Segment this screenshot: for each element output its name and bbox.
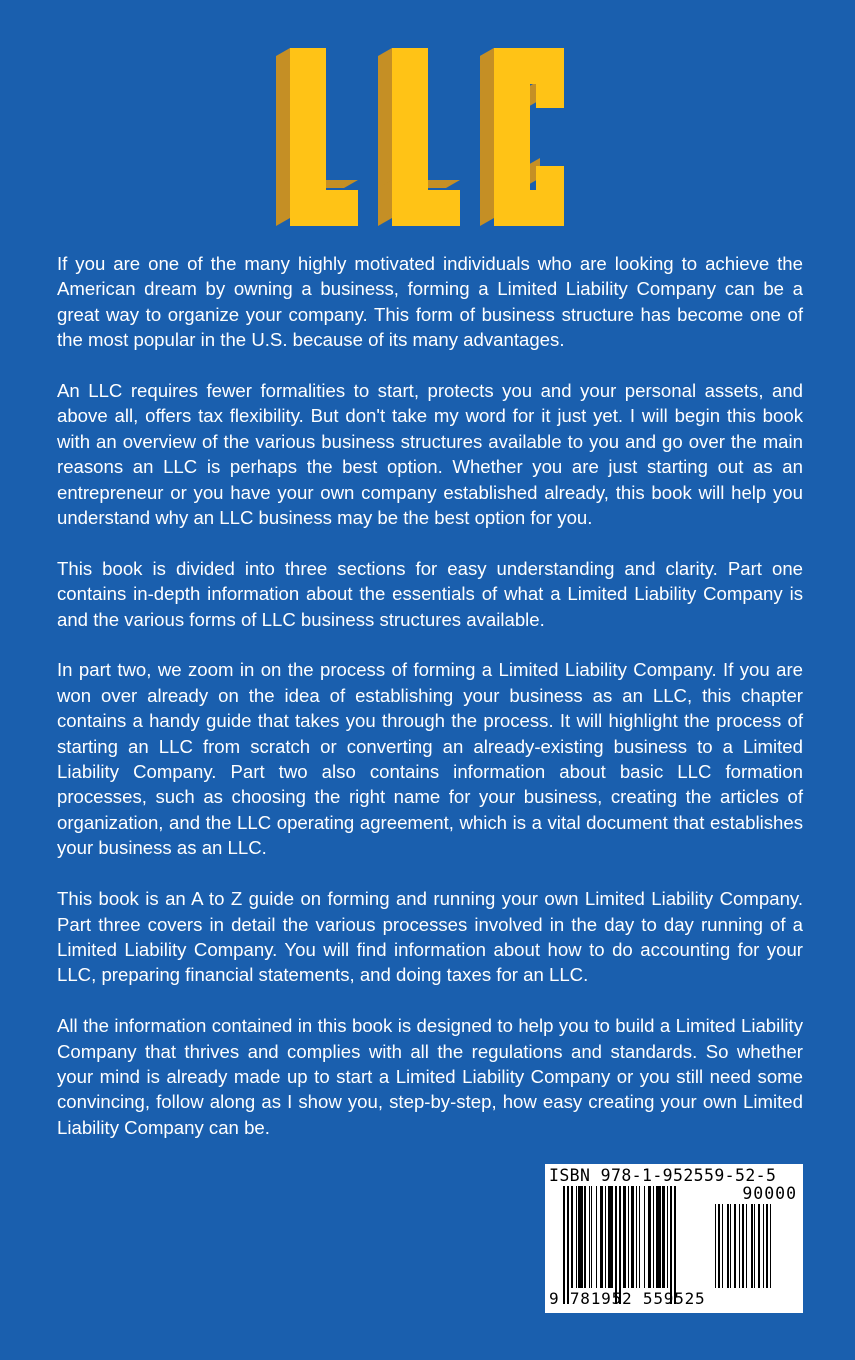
llc-logo	[268, 38, 588, 238]
logo-face	[290, 48, 564, 226]
barcode-bar	[611, 1186, 613, 1288]
blurb-paragraph: In part two, we zoom in on the process of forming a Limited Liability Company. If you are won over already on the idea of establishing your business as an LLC, this chapter contains a handy guide that takes you through the process. It will highlight the process of starting an LLC from scratch or converting an already-existing business to a Limited Liability Company. Part two also contains information about basic LLC formation processes, such as choosing the right name for your business, creating the articles of organization, and the LLC operating agreement, which is a vital document that establishes your business as an LLC.	[57, 659, 803, 859]
barcode-bar	[608, 1186, 611, 1288]
blurb-paragraph: All the information contained in this book is designed to help you to build a Limited Liability Company that thrives and complies with all the regulations and standards. So whether your mind is already made up to start a Limited Liability Company or you still need some convincing, follow along as I show you, step-by-step, how easy creating your own Limited Liability Company can be.	[57, 1015, 803, 1138]
barcode-bar	[653, 1186, 654, 1288]
barcode-bar	[571, 1186, 573, 1288]
barcode-bar	[584, 1186, 586, 1288]
barcode-bar	[578, 1186, 581, 1288]
barcode-bar	[631, 1186, 634, 1288]
barcode-bar	[563, 1186, 565, 1304]
barcode-bar	[656, 1186, 659, 1288]
barcode-bar	[596, 1186, 597, 1288]
barcode-bar	[644, 1186, 645, 1288]
barcode-bar	[648, 1186, 651, 1288]
barcode-bar	[605, 1186, 606, 1288]
book-title	[0, 38, 855, 238]
back-cover-blurb	[57, 251, 803, 1166]
barcode-bar	[636, 1186, 637, 1288]
barcode-bar	[662, 1186, 665, 1288]
barcode-bar	[576, 1186, 577, 1288]
barcode-bar	[589, 1186, 590, 1288]
isbn-barcode	[545, 1164, 803, 1313]
blurb-paragraph: An LLC requires fewer formalities to start, protects you and your personal assets, and above all, offers tax flexibility. But don't take my word for it just yet. I will begin this book with an overview of the various business structures available to you and go over the main reasons an LLC is perhaps the best option. Whether you are just starting out as an entrepreneur or you have your own company established already, this book will help you understand why an LLC business may be the best option for you.	[57, 380, 803, 529]
barcode-bar	[715, 1204, 716, 1288]
barcode-bar	[628, 1186, 629, 1288]
barcode-bar	[615, 1186, 617, 1304]
barcode-bar	[674, 1186, 676, 1304]
barcode-bar	[763, 1204, 764, 1288]
barcode-bar	[600, 1186, 603, 1288]
barcode-bar	[619, 1186, 621, 1304]
barcode-bar	[591, 1186, 592, 1288]
price-code: 90000	[742, 1184, 797, 1203]
barcode-bar	[670, 1186, 672, 1304]
barcode-bar	[722, 1204, 723, 1288]
barcode-bar	[739, 1204, 740, 1288]
barcode-bar	[754, 1204, 755, 1288]
barcode-bar	[567, 1186, 569, 1304]
barcode-bar	[758, 1204, 760, 1288]
isbn-label: ISBN 978-1-952559-52-5	[549, 1166, 777, 1185]
blurb-paragraph: This book is divided into three sections for easy understanding and clarity. Part one contains in-depth information about the essentials of what a Limited Liability Company is and the various forms of LLC business structures available.	[57, 557, 803, 630]
barcode-bar	[770, 1204, 771, 1288]
ean-digits: 9 781952 559525	[549, 1289, 706, 1308]
blurb-paragraph: If you are one of the many highly motivated individuals who are looking to achieve the American dream by owning a business, forming a Limited Liability Company can be a great way to organize your company. This form of business structure has become one of the most popular in the U.S. because of its many advantages.	[57, 253, 803, 351]
barcode-bar	[667, 1186, 668, 1288]
barcode-bar	[727, 1204, 729, 1288]
barcode-bar	[581, 1186, 583, 1288]
barcode-bar	[718, 1204, 720, 1288]
barcode-bar	[659, 1186, 661, 1288]
blurb-paragraph: This book is an A to Z guide on forming and running your own Limited Liability Company. Part three covers in detail the various processes involved in the day to day running of a Limited Liability Company. You will find information about how to do accounting for your LLC, preparing financial statements, and doing taxes for an LLC.	[57, 888, 803, 986]
barcode-bar	[730, 1204, 731, 1288]
barcode-bar	[751, 1204, 753, 1288]
barcode-bar	[746, 1204, 747, 1288]
barcode-bar	[623, 1186, 626, 1288]
barcode-bar	[639, 1186, 640, 1288]
barcode-bar	[766, 1204, 768, 1288]
barcode-bar	[734, 1204, 736, 1288]
barcode-bar	[742, 1204, 744, 1288]
